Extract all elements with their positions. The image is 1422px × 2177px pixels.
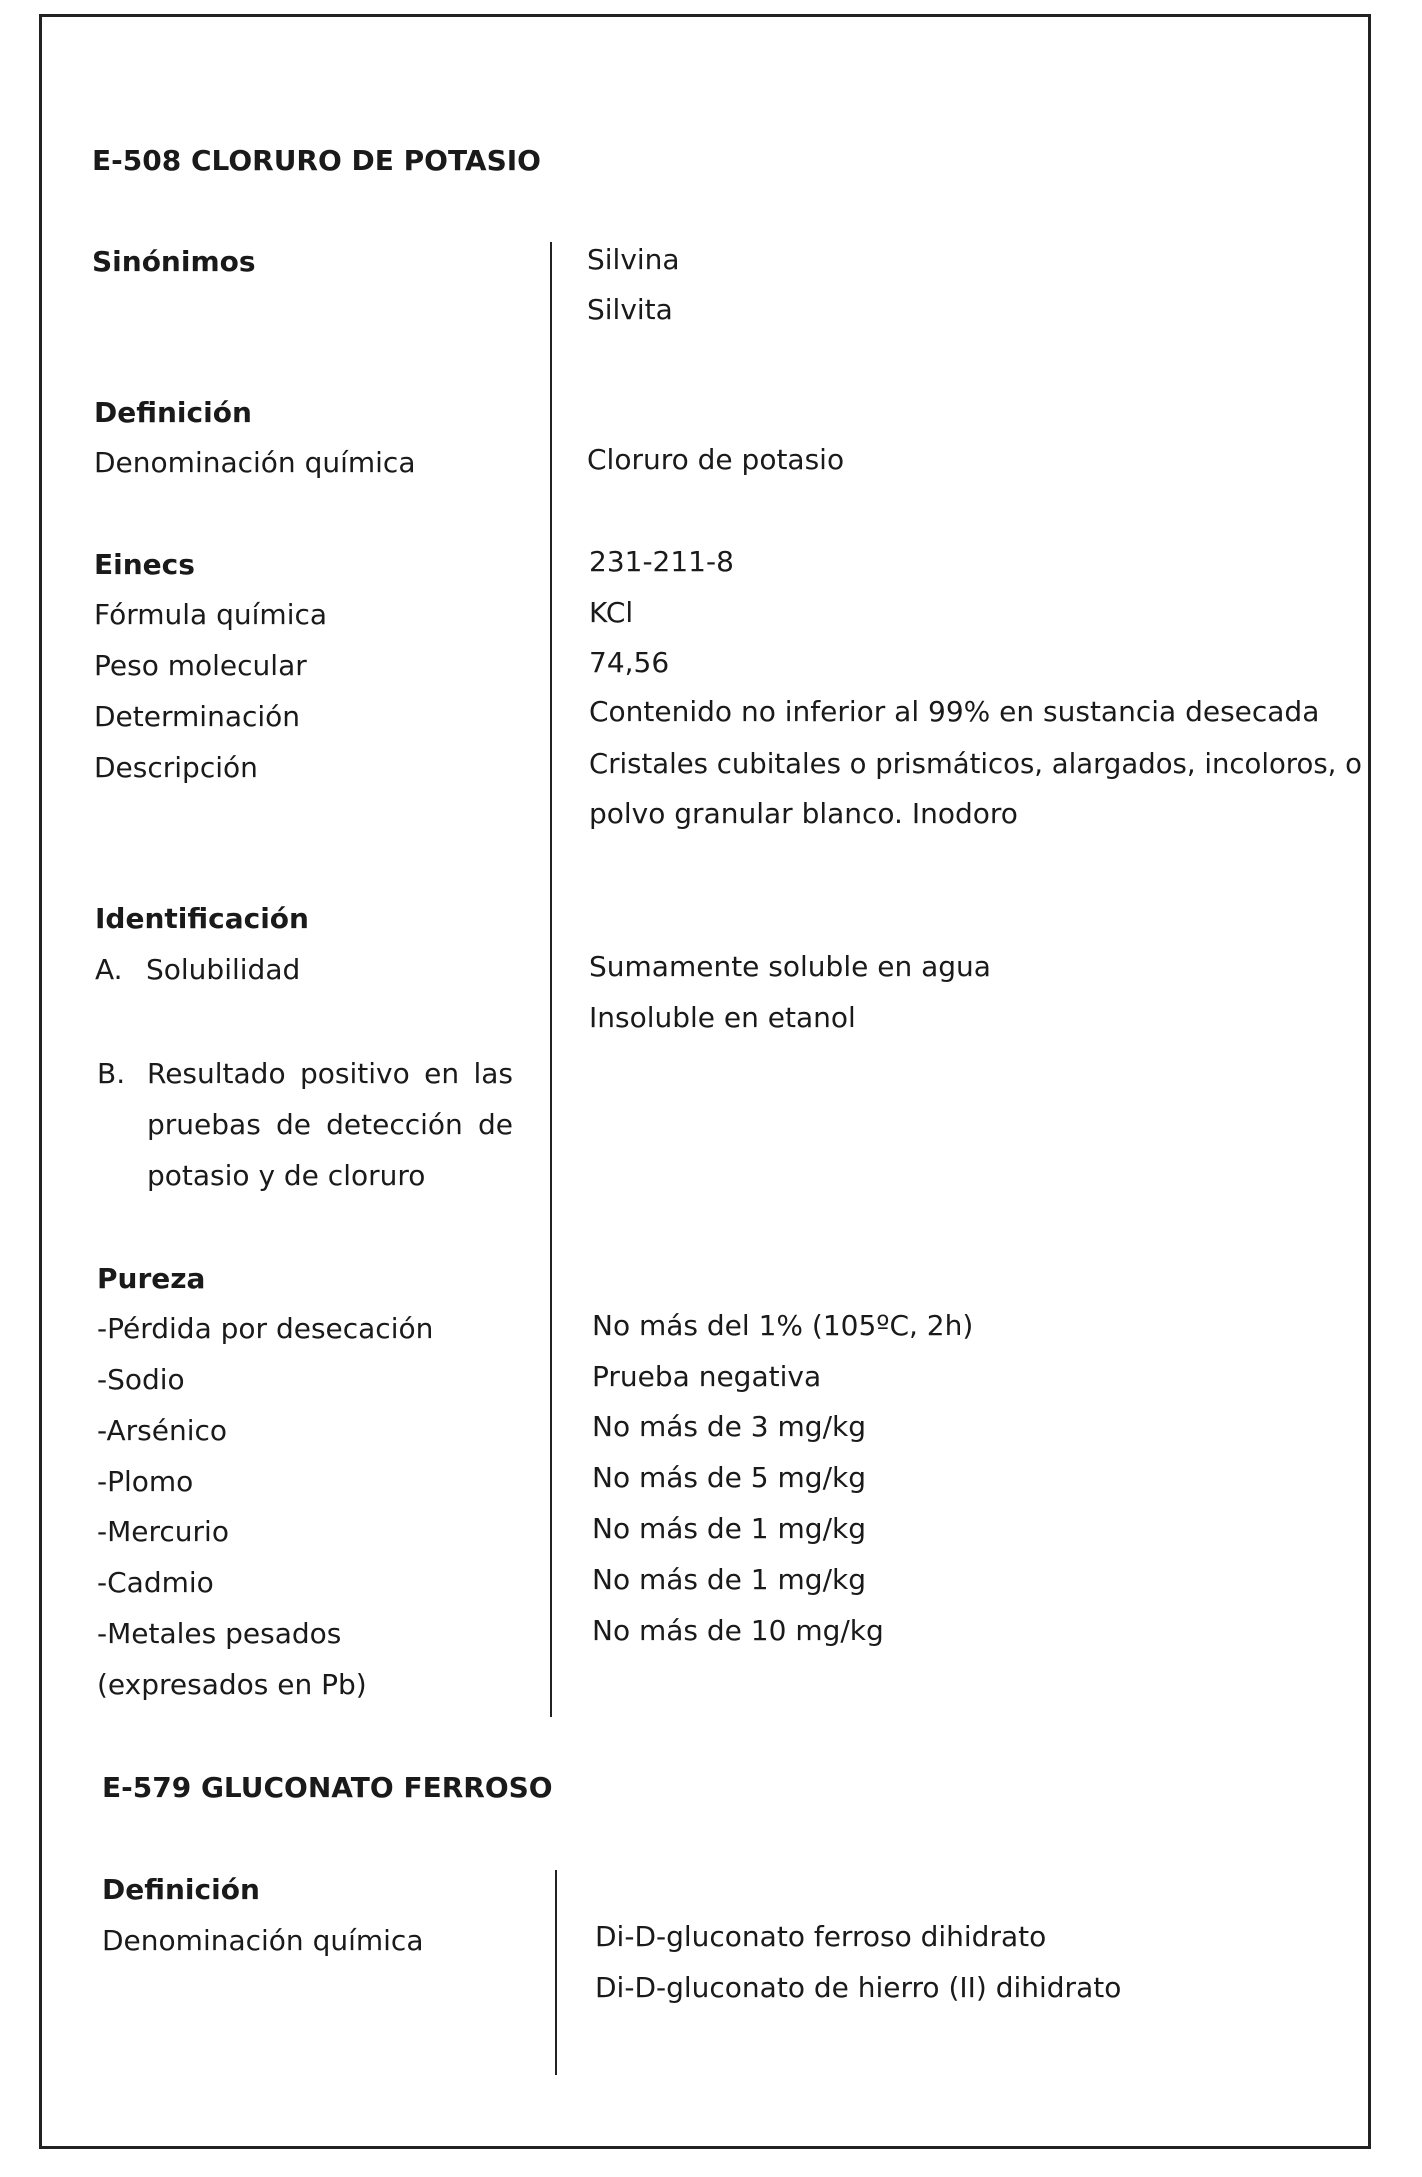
section-title-e579: E-579 GLUCONATO FERROSO xyxy=(102,1771,553,1804)
label-denominacion-quimica: Denominación química xyxy=(94,446,416,479)
value-denominacion-quimica-2-1: Di-D-gluconato ferroso dihidrato xyxy=(595,1920,1047,1953)
label-perdida-desecacion: -Pérdida por desecación xyxy=(97,1312,434,1345)
value-determinacion: Contenido no inferior al 99% en sustancia desecada xyxy=(589,695,1320,728)
label-expresados-pb: (expresados en Pb) xyxy=(97,1668,367,1701)
value-cadmio: No más de 1 mg/kg xyxy=(592,1563,866,1596)
label-mercurio: -Mercurio xyxy=(97,1515,229,1548)
label-peso-molecular: Peso molecular xyxy=(94,649,307,682)
label-sodio: -Sodio xyxy=(97,1363,185,1396)
value-mercurio: No más de 1 mg/kg xyxy=(592,1512,866,1545)
label-definicion: Definición xyxy=(94,396,252,429)
label-metales-pesados: -Metales pesados xyxy=(97,1617,342,1650)
column-divider-1 xyxy=(550,242,552,1717)
value-sinonimo-1: Silvina xyxy=(587,243,680,276)
value-denominacion-quimica-2-2: Di-D-gluconato de hierro (II) dihidrato xyxy=(595,1971,1122,2004)
label-pureza: Pureza xyxy=(97,1262,206,1295)
label-determinacion: Determinación xyxy=(94,700,301,733)
identificacion-b-line-3: potasio y de cloruro xyxy=(147,1159,426,1192)
value-formula-quimica: KCl xyxy=(589,596,634,629)
label-descripcion: Descripción xyxy=(94,751,258,784)
label-einecs: Einecs xyxy=(94,548,195,581)
identificacion-b-line-2: pruebas de detección de xyxy=(147,1108,513,1141)
value-peso-molecular: 74,56 xyxy=(589,646,670,679)
value-descripcion-line-2: polvo granular blanco. Inodoro xyxy=(589,797,1018,830)
label-cadmio: -Cadmio xyxy=(97,1566,214,1599)
label-denominacion-quimica-2: Denominación química xyxy=(102,1924,424,1957)
label-formula-quimica: Fórmula química xyxy=(94,598,328,631)
identificacion-b-line-1: Resultado positivo en las xyxy=(147,1057,513,1090)
identificacion-b-marker: B. xyxy=(97,1057,126,1090)
value-einecs: 231-211-8 xyxy=(589,545,734,578)
value-perdida-desecacion: No más del 1% (105ºC, 2h) xyxy=(592,1309,974,1342)
value-metales-pesados: No más de 10 mg/kg xyxy=(592,1614,884,1647)
identificacion-a-marker: A. xyxy=(95,953,123,986)
column-divider-2 xyxy=(555,1870,557,2075)
identificacion-b-text xyxy=(147,1048,513,1201)
value-sinonimo-2: Silvita xyxy=(587,293,673,326)
value-solubilidad-2: Insoluble en etanol xyxy=(589,1001,856,1034)
value-denominacion-quimica: Cloruro de potasio xyxy=(587,443,845,476)
label-plomo: -Plomo xyxy=(97,1465,194,1498)
value-solubilidad-1: Sumamente soluble en agua xyxy=(589,950,991,983)
label-definicion-2: Definición xyxy=(102,1873,260,1906)
section-title-e508: E-508 CLORURO DE POTASIO xyxy=(92,144,541,177)
value-sodio: Prueba negativa xyxy=(592,1360,822,1393)
value-arsenico: No más de 3 mg/kg xyxy=(592,1410,866,1443)
value-plomo: No más de 5 mg/kg xyxy=(592,1461,866,1494)
label-identificacion: Identificación xyxy=(95,902,309,935)
label-arsenico: -Arsénico xyxy=(97,1414,228,1447)
label-sinonimos: Sinónimos xyxy=(92,245,256,278)
value-descripcion-line-1: Cristales cubitales o prismáticos, alargados, incoloros, o xyxy=(589,748,1362,780)
label-solubilidad: Solubilidad xyxy=(146,953,301,986)
